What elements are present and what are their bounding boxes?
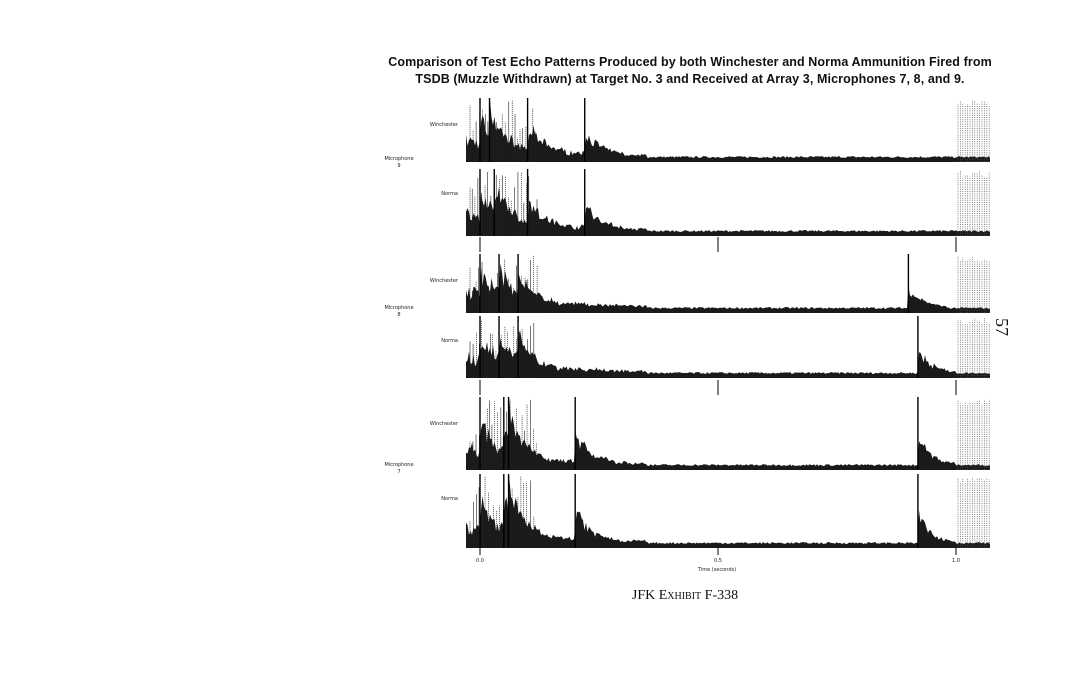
trace-8-winchester [466, 254, 990, 313]
chart-title-line-2: TSDB (Muzzle Withdrawn) at Target No. 3 and Received at Array 3, Microphones 7, 8, and 9. [415, 72, 965, 86]
trace-label: Winchester [429, 122, 458, 128]
microphone-label: Microphone [384, 305, 414, 311]
microphone-number: 9 [397, 163, 401, 169]
x-axis-label: Time (seconds) [697, 567, 737, 573]
exhibit-word: Exhibit [658, 588, 702, 603]
exhibit-prefix: JFK [631, 588, 656, 603]
trace-envelope [466, 398, 990, 470]
exhibit-caption [560, 588, 810, 604]
labels-layer [384, 122, 458, 502]
microphone-number: 8 [397, 312, 401, 318]
trace-label: Winchester [429, 278, 458, 284]
x-tick-label: 0.5 [714, 558, 722, 564]
x-tick-label: 1.0 [952, 558, 960, 564]
microphone-label: Microphone [384, 156, 414, 162]
traces-layer [466, 98, 990, 548]
trace-7-norma [466, 474, 990, 548]
microphone-label: Microphone [384, 462, 414, 468]
trace-7-winchester [466, 397, 990, 470]
trace-9-winchester [466, 98, 990, 162]
trace-label: Norma [441, 338, 458, 344]
trace-label: Winchester [429, 421, 458, 427]
page-number: 57 [992, 318, 1012, 336]
microphone-number: 7 [397, 469, 401, 475]
trace-envelope [466, 330, 990, 378]
trace-envelope [466, 188, 990, 237]
exhibit-id: F-338 [704, 588, 739, 603]
trace-9-norma [466, 169, 990, 236]
trace-envelope [466, 479, 990, 548]
chart-title-line-1: Comparison of Test Echo Patterns Produced by both Winchester and Norma Ammunition Fired from [388, 55, 992, 69]
trace-label: Norma [441, 191, 458, 197]
x-tick-label: 0.0 [476, 558, 484, 564]
trace-label: Norma [441, 496, 458, 502]
x-axis [476, 237, 960, 573]
trace-8-norma [466, 316, 990, 378]
trace-envelope [466, 100, 990, 162]
trace-envelope [466, 263, 990, 313]
